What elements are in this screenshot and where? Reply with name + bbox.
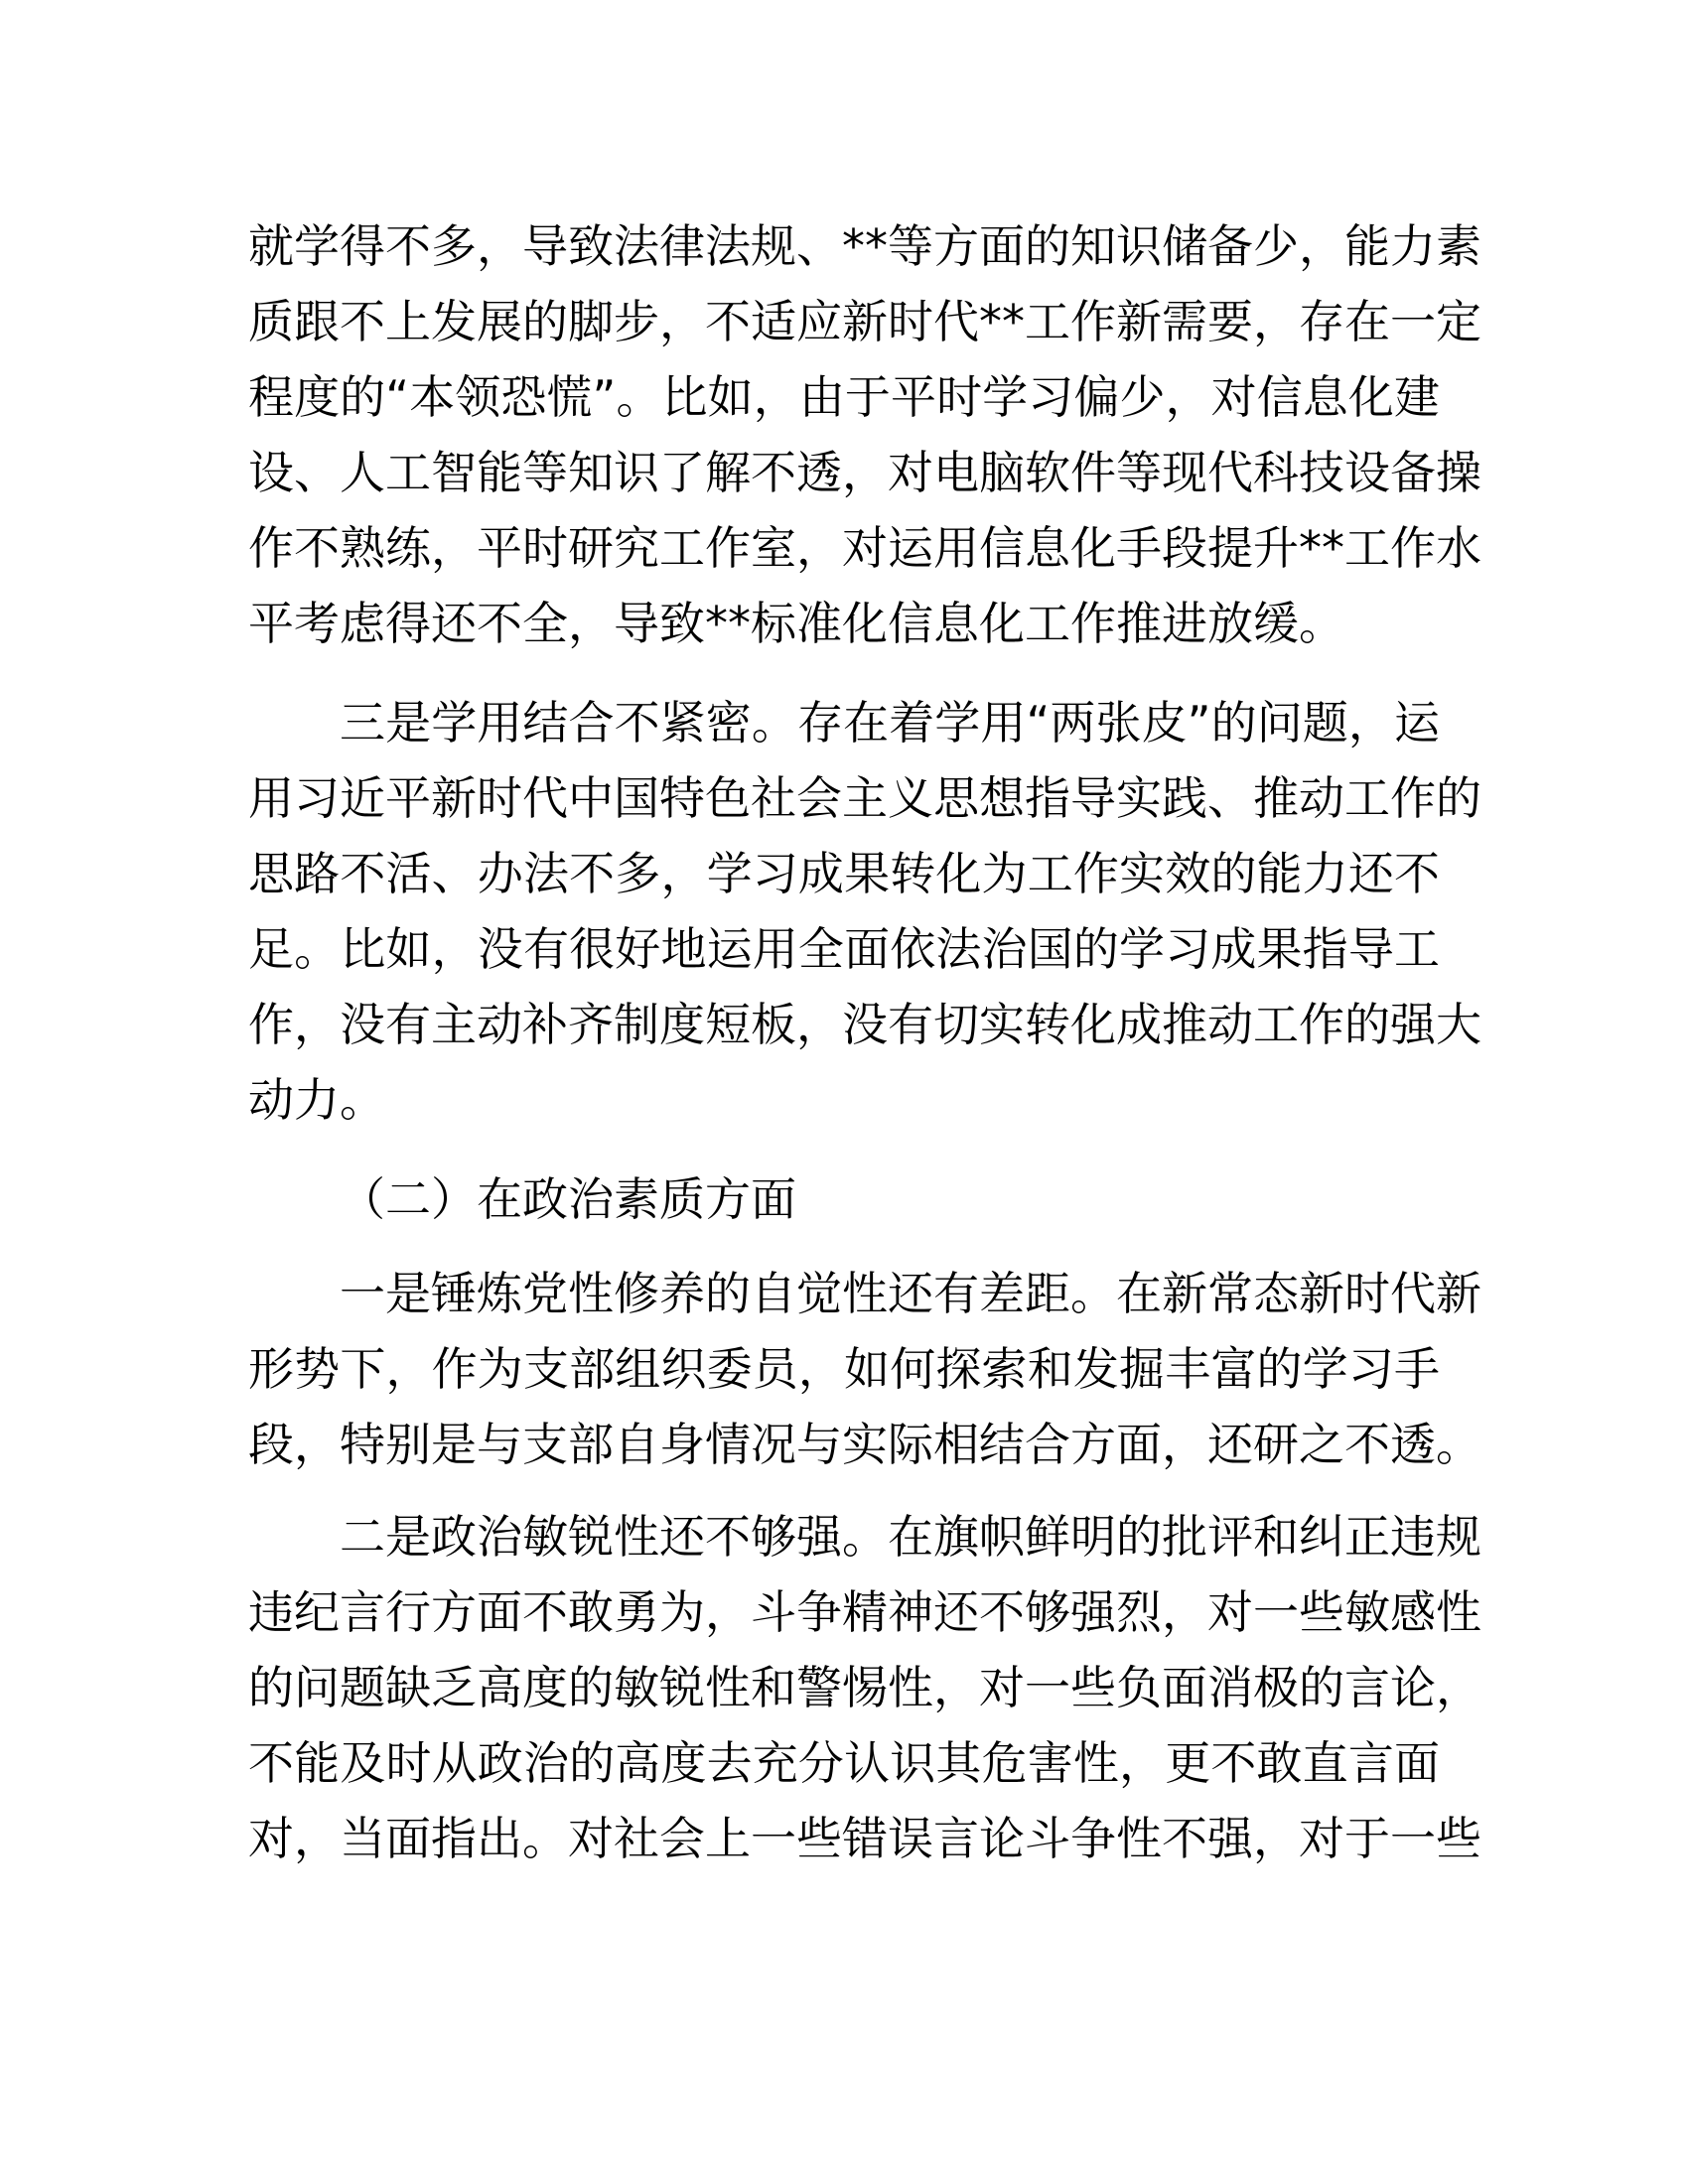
- paragraph-continuation: [248, 208, 1481, 661]
- text-line: 对，当面指出。对社会上一些错误言论斗争性不强，对于一些: [248, 1812, 1481, 1865]
- paragraph-point-two: [248, 1499, 1481, 1876]
- text-line: 程度的“本领恐慌”。比如，由于平时学习偏少，对信息化建: [248, 370, 1440, 424]
- section-heading-text: （二）在政治素质方面: [340, 1172, 796, 1226]
- section-heading: [248, 1161, 1440, 1237]
- text-line: 三是学用结合不紧密。存在着学用“两张皮”的问题，运: [340, 696, 1440, 750]
- text-line: 就学得不多，导致法律法规、**等方面的知识储备少，能力素: [248, 219, 1481, 273]
- text-line: 作不熟练，平时研究工作室，对运用信息化手段提升**工作水: [248, 521, 1481, 575]
- paragraph-point-one: [248, 1256, 1481, 1482]
- text-line: 段，特别是与支部自身情况与实际相结合方面，还研之不透。: [248, 1418, 1481, 1471]
- paragraph-point-three: [248, 685, 1481, 1138]
- text-line: 作，没有主动补齐制度短板，没有切实转化成推动工作的强大: [248, 998, 1481, 1051]
- text-line: 平考虑得还不全，导致**标准化信息化工作推进放缓。: [248, 597, 1344, 650]
- text-line: 足。比如，没有很好地运用全面依法治国的学习成果指导工: [248, 922, 1440, 976]
- text-line: 思路不活、办法不多，学习成果转化为工作实效的能力还不: [248, 847, 1440, 900]
- text-line: 质跟不上发展的脚步，不适应新时代**工作新需要，存在一定: [248, 295, 1481, 348]
- text-line: 一是锤炼党性修养的自觉性还有差距。在新常态新时代新: [340, 1267, 1481, 1320]
- text-line: 设、人工智能等知识了解不透，对电脑软件等现代科技设备操: [248, 446, 1481, 499]
- text-line: 用习近平新时代中国特色社会主义思想指导实践、推动工作的: [248, 771, 1481, 825]
- text-line: 不能及时从政治的高度去充分认识其危害性，更不敢直言面: [248, 1736, 1440, 1790]
- text-line: 违纪言行方面不敢勇为，斗争精神还不够强烈，对一些敏感性: [248, 1585, 1481, 1639]
- text-line: 动力。: [248, 1073, 385, 1127]
- text-line: 形势下，作为支部组织委员，如何探索和发掘丰富的学习手: [248, 1342, 1440, 1396]
- text-line: 二是政治敏锐性还不够强。在旗帜鲜明的批评和纠正违规: [340, 1510, 1481, 1564]
- text-line: 的问题缺乏高度的敏锐性和警惕性，对一些负面消极的言论，: [248, 1661, 1481, 1714]
